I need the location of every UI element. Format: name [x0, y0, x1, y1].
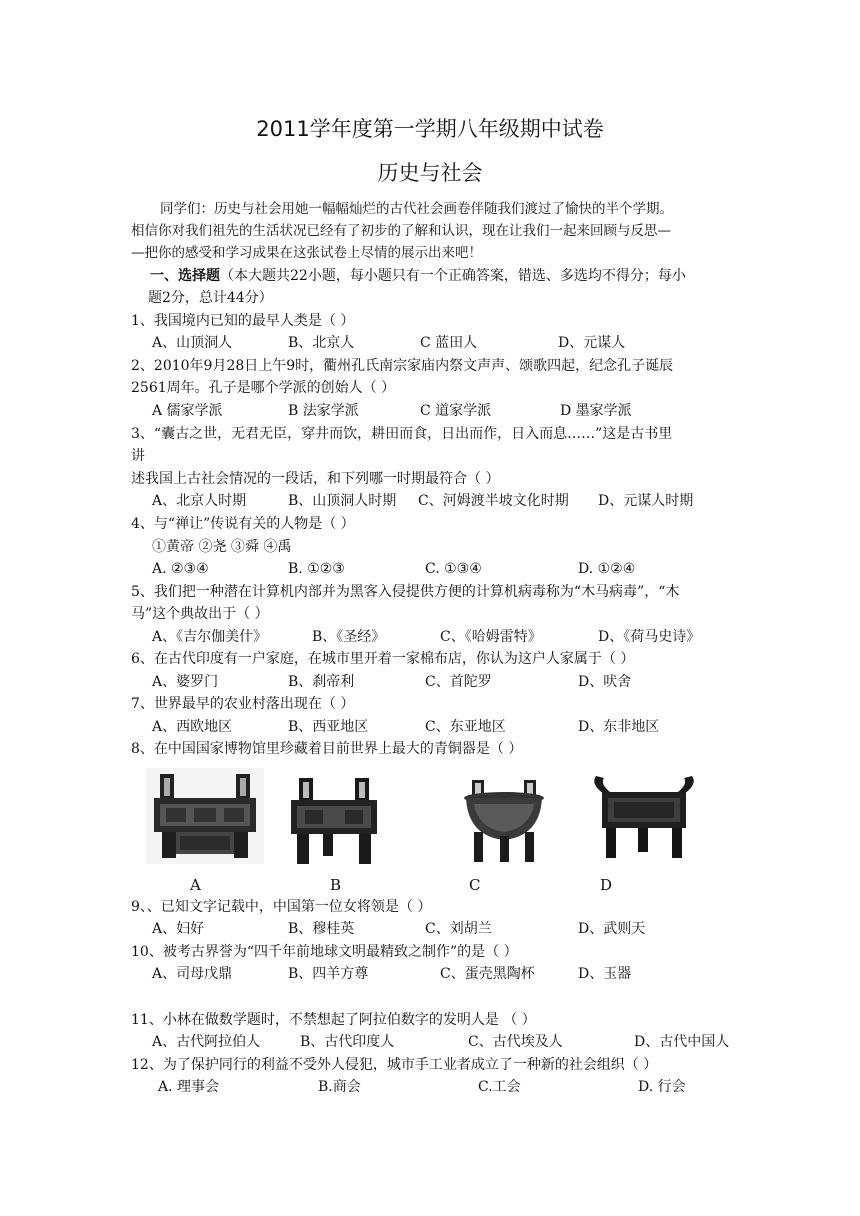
exam-title: 2011学年度第一学期八年级期中试卷	[256, 117, 604, 141]
q3-option-c: C、河姆渡半坡文化时期	[418, 493, 569, 509]
q8-label-b: B	[330, 876, 342, 894]
q1-option-b: B、北京人	[288, 335, 355, 351]
q7-stem: 7、世界最早的农业村落出现在（ ）	[131, 696, 355, 712]
q12-option-a: A. 理事会	[158, 1079, 220, 1095]
q10-option-b: B、四羊方尊	[288, 966, 369, 982]
q9-option-d: D、武则天	[578, 921, 646, 937]
q3-stem-1: 3、“囊古之世，无君无臣，穿井而饮，耕田而食，日出而作，日入而息……”这是古书里	[131, 426, 673, 442]
exam-subtitle: 历史与社会	[377, 161, 483, 185]
section-heading	[150, 266, 686, 286]
section-heading-label: 一、选择题	[150, 268, 220, 284]
q10-option-c: C、蛋壳黑陶杯	[440, 966, 535, 982]
q6-option-c: C、首陀罗	[425, 674, 492, 690]
q6-option-d: D、吠舍	[578, 674, 632, 690]
section-heading-desc: （本大题共22小题，每小题只有一个正确答案，错选、多选均不得分；每小	[220, 268, 686, 284]
q5-option-c: C、《哈姆雷特》	[440, 629, 542, 645]
bronze-vessel-d-image	[588, 770, 700, 860]
q1-option-d: D、元谋人	[558, 335, 626, 351]
q5-option-d: D、《荷马史诗》	[598, 629, 701, 645]
q3-option-d: D、元谋人时期	[598, 493, 694, 509]
q8-stem: 8、在中国国家博物馆里珍藏着目前世界上最大的青铜器是（ ）	[131, 741, 523, 757]
q12-option-b: B.商会	[318, 1079, 361, 1095]
q12-stem: 12、为了保护同行的利益不受外人侵犯，城市手工业者成立了一种新的社会组织（ ）	[131, 1057, 658, 1073]
q9-option-c: C、刘胡兰	[425, 921, 492, 937]
q11-stem: 11、小林在做数学题时，不禁想起了阿拉伯数字的发明人是 （ ）	[131, 1012, 536, 1028]
bronze-vessel-a-image	[146, 768, 264, 864]
q4-option-d: D. ①②④	[578, 561, 636, 577]
q1-option-c: C 蓝田人	[420, 335, 478, 351]
q2-option-a: A 儒家学派	[152, 403, 223, 419]
q11-option-a: A、古代阿拉伯人	[152, 1034, 261, 1050]
q5-option-b: B、《圣经》	[312, 629, 386, 645]
q4-figures: ①黄帝 ②尧 ③舜 ④禹	[152, 539, 292, 555]
q3-option-a: A、北京人时期	[152, 493, 247, 509]
q10-option-d: D、玉器	[578, 966, 632, 982]
q7-option-a: A、西欧地区	[152, 719, 233, 735]
q6-stem: 6、在古代印度有一户家庭，在城市里开着一家棉布店，你认为这户人家属于（ ）	[131, 651, 635, 667]
q7-option-b: B、西亚地区	[288, 719, 369, 735]
q11-option-b: B、古代印度人	[300, 1034, 395, 1050]
q10-option-a: A、司母戊鼎	[152, 966, 233, 982]
q7-option-c: C、东亚地区	[425, 719, 506, 735]
q4-option-c: C. ①③④	[425, 561, 482, 577]
q2-stem-2: 2561周年。孔子是哪个学派的创始人（ ）	[131, 380, 396, 396]
intro-line-1: 同学们：历史与社会用她一幅幅灿烂的古代社会画卷伴随我们渡过了愉快的半个学期。	[160, 201, 673, 217]
q7-option-d: D、东非地区	[578, 719, 660, 735]
q9-option-b: B、穆桂英	[288, 921, 355, 937]
q2-option-b: B 法家学派	[288, 403, 359, 419]
q10-stem: 10、被考古界誉为“四千年前地球文明最精致之制作”的是（ ）	[131, 944, 518, 960]
q5-stem-2: 马”这个典故出于（ ）	[131, 606, 269, 622]
q6-option-a: A、婆罗门	[152, 674, 219, 690]
q12-option-d: D. 行会	[638, 1079, 686, 1095]
q12-option-c: C.工会	[478, 1079, 521, 1095]
bronze-vessel-b-image	[285, 778, 383, 864]
intro-line-3: —把你的感受和学习成果在这张试卷上尽情的展示出来吧！	[131, 245, 482, 261]
q9-stem: 9、、已知文字记载中，中国第一位女将领是（ ）	[131, 899, 432, 915]
q2-option-d: D 墨家学派	[560, 403, 632, 419]
q3-option-b: B、山顶洞人时期	[288, 493, 397, 509]
q3-stem-3: 述我国上古社会情况的一段话，和下列哪一时期最符合（ ）	[131, 471, 500, 487]
intro-line-2: 相信你对我们祖先的生活状况已经有了初步的了解和认识，现在让我们一起来回顾与反思—	[131, 223, 671, 239]
q3-stem-2: 讲	[131, 448, 145, 464]
q5-stem-1: 5、我们把一种潜在计算机内部并为黑客入侵提供方便的计算机病毒称为“木马病毒”，“木	[131, 584, 680, 600]
q1-stem: 1、我国境内已知的最早人类是（ ）	[131, 313, 355, 329]
q1-option-a: A、山顶洞人	[152, 335, 233, 351]
q8-label-d: D	[600, 876, 613, 894]
section-desc-2: 题2分，总计44分）	[148, 290, 273, 306]
q4-option-b: B. ①②③	[288, 561, 345, 577]
q9-option-a: A、妇好	[152, 921, 205, 937]
q4-option-a: A. ②③④	[152, 561, 209, 577]
q8-label-a: A	[190, 876, 201, 894]
q11-option-c: C、古代埃及人	[468, 1034, 563, 1050]
q6-option-b: B、刹帝利	[288, 674, 355, 690]
q2-option-c: C 道家学派	[420, 403, 492, 419]
q2-stem-1: 2、2010年9月28日上午9时，衢州孔氏南宗家庙内祭文声声、颂歌四起，纪念孔子诞辰	[131, 358, 674, 374]
bronze-vessel-c-image	[460, 778, 548, 864]
q5-option-a: A、《吉尔伽美什》	[152, 629, 268, 645]
q8-label-c: C	[469, 876, 481, 894]
q4-stem: 4、与“禅让”传说有关的人物是（ ）	[131, 516, 355, 532]
q11-option-d: D、古代中国人	[634, 1034, 730, 1050]
